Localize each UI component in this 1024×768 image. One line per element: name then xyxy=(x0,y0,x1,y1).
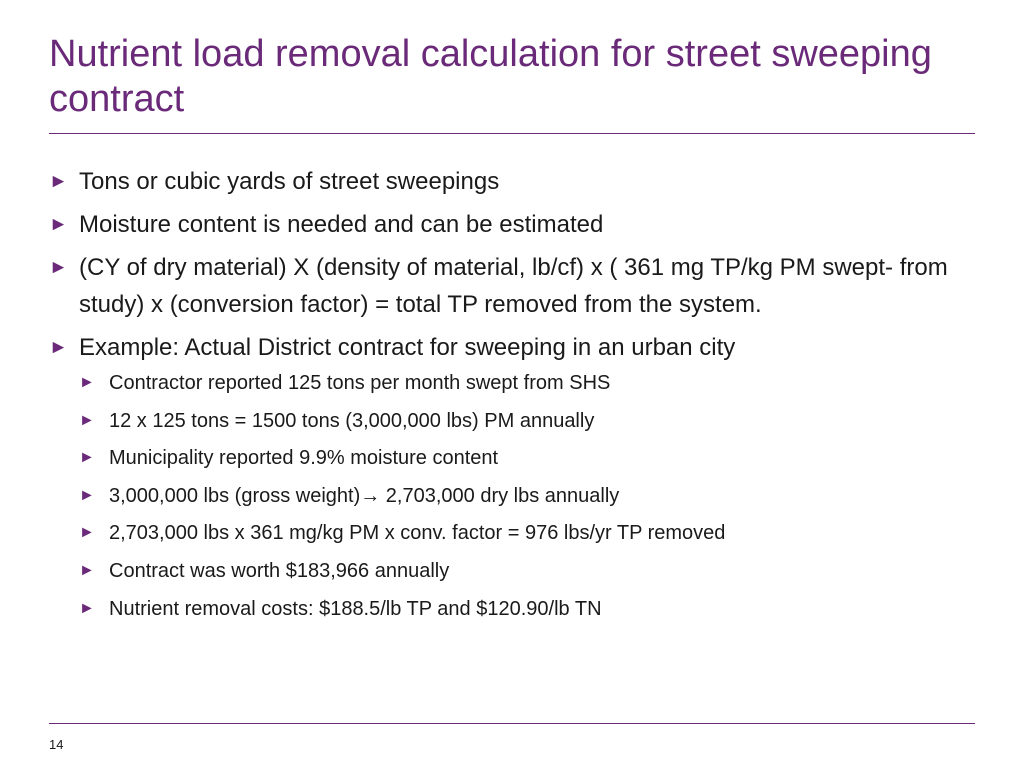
bullet-text: (CY of dry material) X (density of material, lb/cf) x ( 361 mg TP/kg PM swept- from study) x (conversion factor) = total TP removed from the system. xyxy=(79,254,948,318)
sub-bullet-item xyxy=(79,483,949,509)
sub-bullet-arrow-icon: ► xyxy=(79,486,95,504)
sub-bullet-text: Contract was worth $183,966 annually xyxy=(109,559,450,582)
sub-bullet-item xyxy=(79,445,949,471)
sub-bullet-list xyxy=(49,370,949,622)
sub-bullet-item xyxy=(79,408,949,434)
sub-bullet-text: Municipality reported 9.9% moisture content xyxy=(109,447,499,470)
bullet-arrow-icon: ► xyxy=(49,214,68,235)
sub-bullet-arrow-icon: ► xyxy=(79,561,95,579)
sub-bullet-arrow-icon: ► xyxy=(79,411,95,429)
bullet-head xyxy=(49,329,949,366)
title-divider xyxy=(49,133,975,134)
sub-bullet-item xyxy=(79,558,949,584)
bullet-text: Tons or cubic yards of street sweepings xyxy=(79,168,500,195)
bullet-arrow-icon: ► xyxy=(49,257,68,278)
page-number: 14 xyxy=(49,737,64,752)
bullet-text: Example: Actual District contract for sweeping in an urban city xyxy=(79,334,736,361)
bullet-item xyxy=(49,249,949,323)
sub-bullet-arrow-icon: ► xyxy=(79,524,95,542)
sub-bullet-item xyxy=(79,596,949,622)
sub-bullet-arrow-icon: ► xyxy=(79,449,95,467)
bullet-list xyxy=(49,163,949,633)
sub-bullet-text: Contractor reported 125 tons per month swept from SHS xyxy=(109,372,611,394)
sub-bullet-text: 12 x 125 tons = 1500 tons (3,000,000 lbs) PM annually xyxy=(109,409,595,432)
sub-bullet-text: Nutrient removal costs: $188.5/lb TP and $120.90/lb TN xyxy=(109,597,602,620)
sub-bullet-item xyxy=(79,520,949,546)
bullet-text: Moisture content is needed and can be estimated xyxy=(79,211,604,238)
bullet-item xyxy=(49,206,949,243)
sub-bullet-arrow-icon: ► xyxy=(79,599,95,617)
bullet-arrow-icon: ► xyxy=(49,337,68,358)
bullet-item xyxy=(49,329,949,622)
sub-bullet-text: 2,703,000 lbs x 361 mg/kg PM x conv. factor = 976 lbs/yr TP removed xyxy=(109,522,726,545)
bullet-arrow-icon: ► xyxy=(49,171,68,192)
sub-bullet-item xyxy=(79,370,949,396)
sub-bullet-text: 3,000,000 lbs (gross weight)→ 2,703,000 dry lbs annually xyxy=(109,484,620,507)
sub-bullet-arrow-icon: ► xyxy=(79,374,95,391)
bullet-item xyxy=(49,163,949,200)
footer-divider xyxy=(49,723,975,724)
slide-title: Nutrient load removal calculation for street sweeping contract xyxy=(49,33,932,120)
